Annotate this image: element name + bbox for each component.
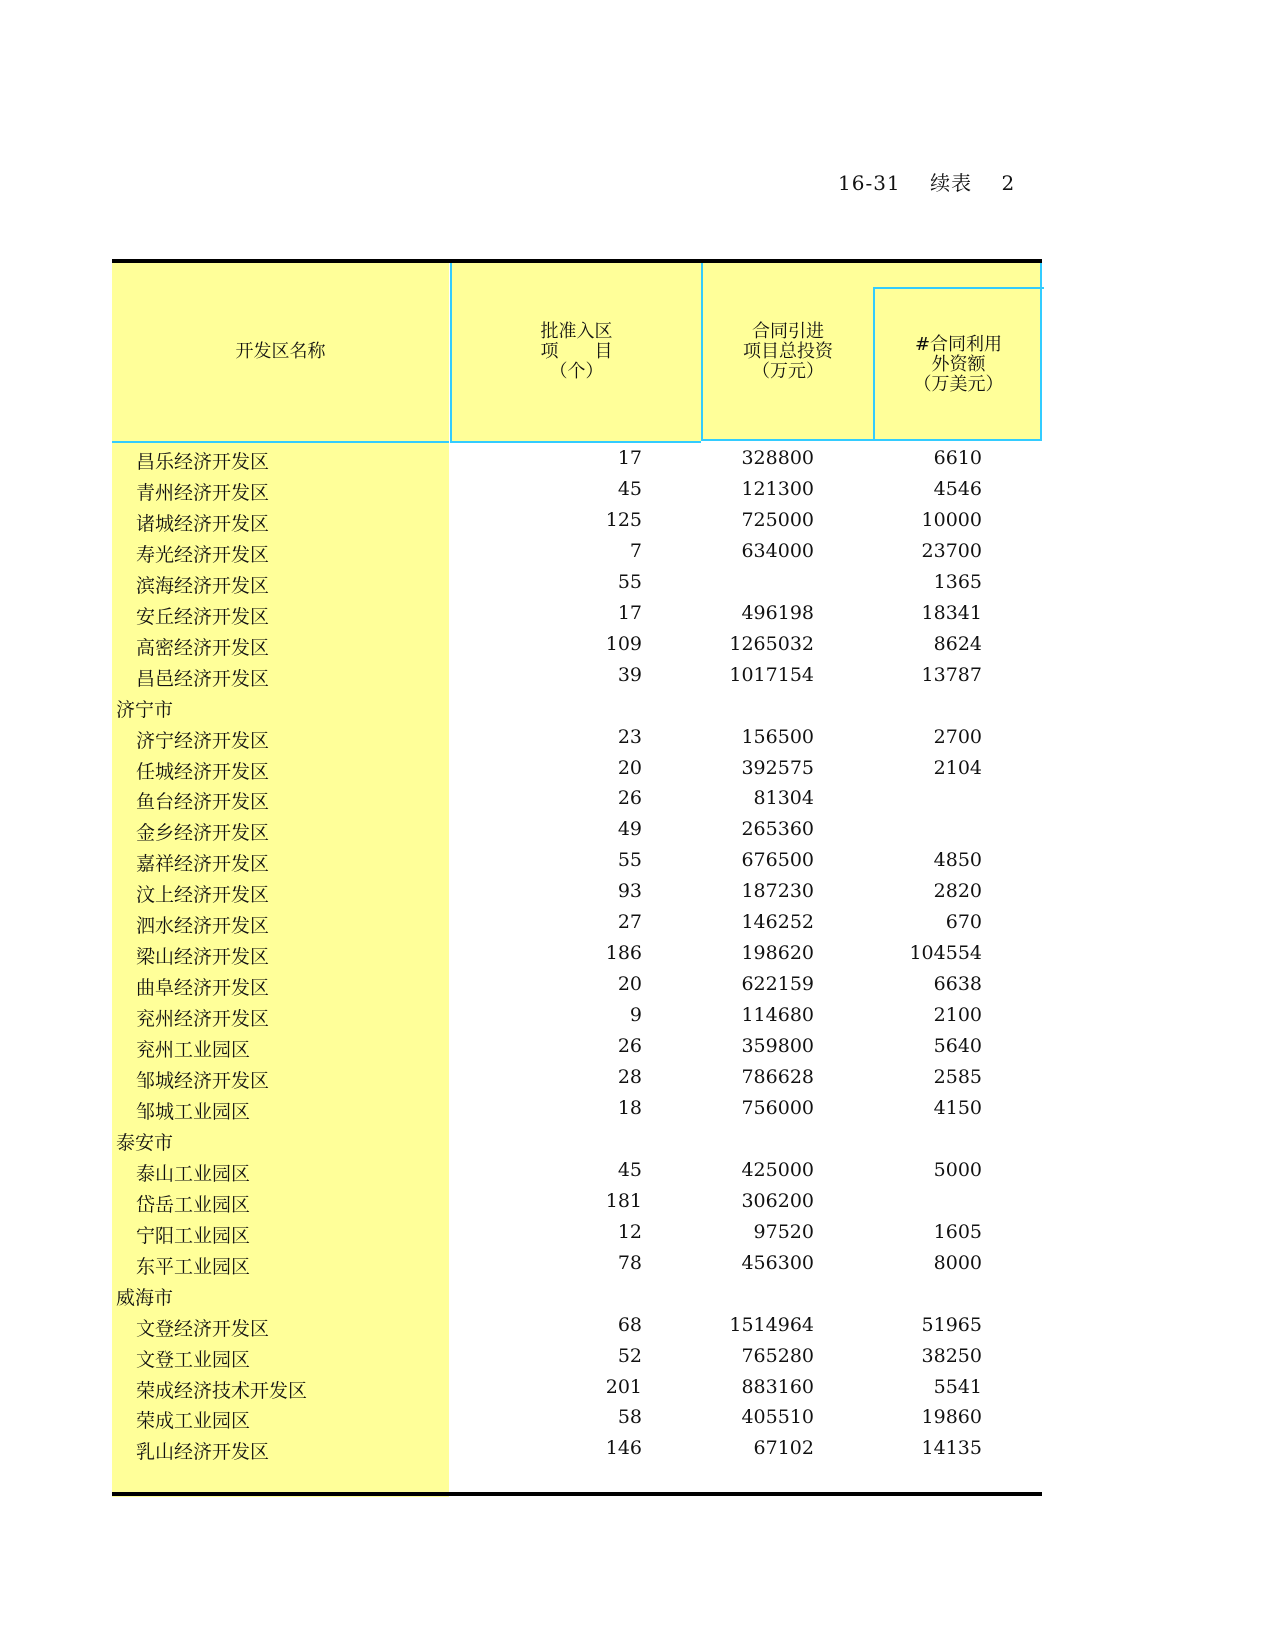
row-investment: 187230: [741, 880, 814, 903]
table-row: [112, 753, 1042, 784]
row-name: 昌邑经济开发区: [136, 667, 270, 690]
row-investment: 328800: [741, 447, 814, 469]
row-foreign: 5000: [933, 1158, 982, 1181]
row-investment: 146252: [741, 911, 814, 934]
row-projects: 201: [605, 1375, 642, 1398]
table-row: [112, 567, 1042, 598]
row-name: 威海市: [116, 1286, 174, 1309]
row-projects: 26: [617, 1035, 642, 1058]
header-projects-line2: 项 目: [540, 341, 613, 362]
row-investment: 634000: [741, 539, 814, 562]
table-row: [112, 1372, 1042, 1403]
table-row: [112, 1310, 1042, 1341]
table-row: [112, 629, 1042, 660]
row-name: 济宁经济开发区: [136, 729, 270, 752]
table-row: [112, 1000, 1042, 1031]
row-investment: 456300: [741, 1251, 814, 1274]
row-projects: 23: [617, 725, 642, 748]
row-projects: 68: [617, 1313, 642, 1336]
row-name: 金乡经济开发区: [136, 822, 270, 845]
row-name: 宁阳工业园区: [136, 1224, 251, 1247]
row-foreign: 18341: [921, 601, 982, 624]
row-name: 文登经济开发区: [136, 1317, 270, 1340]
row-foreign: 1605: [933, 1220, 982, 1243]
header-projects-cell: [450, 263, 701, 443]
table-row: [112, 443, 1042, 474]
row-investment: 725000: [741, 508, 814, 531]
row-foreign: 670: [945, 911, 982, 934]
row-projects: 55: [617, 849, 642, 872]
table-row: [112, 938, 1042, 969]
row-foreign: 8624: [933, 632, 982, 655]
row-foreign: 104554: [909, 942, 982, 965]
row-projects: 49: [617, 818, 642, 841]
bottom-rule: [112, 1492, 1042, 1496]
row-name: 任城经济开发区: [136, 760, 270, 783]
header-investment-line3: （万元）: [752, 361, 824, 382]
row-projects: 27: [617, 911, 642, 934]
row-investment: 306200: [741, 1189, 814, 1212]
row-projects: 146: [605, 1437, 642, 1460]
row-name: 曲阜经济开发区: [136, 977, 270, 1000]
row-investment: 198620: [741, 942, 814, 965]
row-projects: 17: [617, 601, 642, 624]
table-title: 16-31 续表 2: [838, 171, 1016, 195]
row-name: 岱岳工业园区: [136, 1193, 251, 1216]
table-row: [112, 1124, 1042, 1155]
row-name: 青州经济开发区: [136, 481, 270, 504]
header-foreign: [875, 335, 1042, 395]
row-name: 文登工业园区: [136, 1348, 251, 1371]
table-row: [112, 1279, 1042, 1310]
row-foreign: 19860: [921, 1406, 982, 1429]
row-projects: 7: [629, 539, 642, 562]
table-row: [112, 598, 1042, 629]
table-row: [112, 845, 1042, 876]
table-row: [112, 814, 1042, 845]
row-name: 邹城经济开发区: [136, 1070, 270, 1092]
row-name: 泰山工业园区: [136, 1162, 251, 1185]
row-name: 荣成经济技术开发区: [136, 1379, 308, 1402]
header-foreign-cell: [873, 287, 1044, 439]
row-projects: 17: [617, 447, 642, 469]
row-foreign: 2104: [933, 756, 982, 779]
row-investment: 97520: [753, 1220, 814, 1243]
header-projects-line3: （个）: [549, 361, 604, 382]
row-foreign: 8000: [933, 1251, 982, 1274]
row-projects: 52: [617, 1344, 642, 1367]
header-foreign-line1: #合同利用: [914, 334, 1003, 355]
table-row: [112, 1248, 1042, 1279]
table-row: [112, 505, 1042, 536]
row-projects: 45: [617, 477, 642, 500]
row-name: 嘉祥经济开发区: [136, 853, 270, 876]
row-projects: 186: [605, 942, 642, 965]
table-row: [112, 783, 1042, 814]
row-investment: 496198: [741, 601, 814, 624]
row-projects: 20: [617, 973, 642, 996]
row-investment: 156500: [741, 725, 814, 748]
row-investment: 405510: [741, 1406, 814, 1429]
row-name: 乳山经济开发区: [136, 1441, 270, 1464]
row-name: 寿光经济开发区: [136, 543, 270, 566]
row-investment: 1265032: [729, 632, 814, 655]
row-foreign: 6638: [933, 973, 982, 996]
row-projects: 181: [605, 1189, 642, 1212]
row-name: 滨海经济开发区: [136, 574, 270, 597]
row-foreign: 2585: [933, 1066, 982, 1088]
header-investment-line2: 项目总投资: [743, 341, 833, 362]
header-projects: [452, 322, 701, 382]
header-investment-line1: 合同引进: [752, 321, 824, 342]
row-name: 汶上经济开发区: [136, 884, 270, 907]
table-row: [112, 691, 1042, 722]
header-foreign-line3: （万美元）: [913, 374, 1004, 395]
table-row: [112, 1433, 1042, 1464]
row-investment: 67102: [753, 1437, 814, 1460]
table-row: [112, 876, 1042, 907]
header-foreign-line2: 外资额: [931, 354, 986, 375]
row-foreign: 5640: [933, 1035, 982, 1058]
table-row: [112, 907, 1042, 938]
row-foreign: 1365: [933, 570, 982, 593]
table-row: [112, 1402, 1042, 1433]
row-projects: 125: [605, 508, 642, 531]
row-name: 诸城经济开发区: [136, 512, 270, 535]
row-projects: 28: [617, 1066, 642, 1088]
row-foreign: 4150: [933, 1096, 982, 1119]
row-foreign: 2700: [933, 725, 982, 748]
row-foreign: 2100: [933, 1004, 982, 1027]
row-projects: 109: [605, 632, 642, 655]
row-projects: 18: [617, 1096, 642, 1119]
table-row: [112, 969, 1042, 1000]
row-investment: 392575: [741, 756, 814, 779]
row-investment: 359800: [741, 1035, 814, 1058]
row-name: 邹城工业园区: [136, 1100, 251, 1123]
header-name-cell: [112, 263, 449, 443]
row-investment: 786628: [741, 1066, 814, 1088]
row-investment: 756000: [741, 1096, 814, 1119]
row-foreign: 14135: [921, 1437, 982, 1460]
row-projects: 20: [617, 756, 642, 779]
row-investment: 622159: [741, 973, 814, 996]
row-investment: 1514964: [729, 1313, 814, 1336]
row-investment: 765280: [741, 1344, 814, 1367]
row-name: 兖州工业园区: [136, 1039, 251, 1062]
table-row: [112, 474, 1042, 505]
row-foreign: 51965: [921, 1313, 982, 1336]
table-row: [112, 1186, 1042, 1217]
row-projects: 9: [629, 1004, 642, 1027]
row-projects: 78: [617, 1251, 642, 1274]
table-row: [112, 1062, 1042, 1093]
table-row: [112, 1217, 1042, 1248]
table-row: [112, 1155, 1042, 1186]
header-projects-line1: 批准入区: [540, 321, 613, 342]
row-name: 泗水经济开发区: [136, 915, 270, 938]
row-name: 济宁市: [116, 698, 174, 721]
row-foreign: 23700: [921, 539, 982, 562]
row-investment: 114680: [741, 1004, 814, 1027]
row-name: 昌乐经济开发区: [136, 451, 270, 473]
header-investment-cell: [701, 263, 1042, 441]
table-row: [112, 722, 1042, 753]
table-row: [112, 1093, 1042, 1124]
row-name: 东平工业园区: [136, 1255, 251, 1278]
row-investment: 121300: [741, 477, 814, 500]
row-name: 鱼台经济开发区: [136, 791, 270, 814]
row-projects: 39: [617, 663, 642, 686]
row-investment: 883160: [741, 1375, 814, 1398]
row-investment: 1017154: [729, 663, 814, 686]
row-projects: 93: [617, 880, 642, 903]
table-row: [112, 660, 1042, 691]
row-name: 安丘经济开发区: [136, 605, 270, 628]
row-foreign: 4850: [933, 849, 982, 872]
row-investment: 265360: [741, 818, 814, 841]
row-name: 荣成工业园区: [136, 1410, 251, 1433]
row-foreign: 13787: [921, 663, 982, 686]
table-row: [112, 1341, 1042, 1372]
row-investment: 81304: [753, 787, 814, 810]
row-foreign: 38250: [921, 1344, 982, 1367]
row-projects: 26: [617, 787, 642, 810]
row-foreign: 6610: [933, 447, 982, 469]
row-foreign: 4546: [933, 477, 982, 500]
row-projects: 12: [617, 1220, 642, 1243]
row-foreign: 2820: [933, 880, 982, 903]
row-investment: 676500: [741, 849, 814, 872]
header-investment: [703, 322, 873, 382]
row-projects: 45: [617, 1158, 642, 1181]
header-name: 开发区名称: [235, 341, 326, 362]
row-name: 兖州经济开发区: [136, 1008, 270, 1031]
table-row: [112, 1031, 1042, 1062]
row-projects: 58: [617, 1406, 642, 1429]
row-foreign: 10000: [921, 508, 982, 531]
row-investment: 425000: [741, 1158, 814, 1181]
table-row: [112, 536, 1042, 567]
row-foreign: 5541: [933, 1375, 982, 1398]
row-name: 梁山经济开发区: [136, 946, 270, 969]
row-name: 泰安市: [116, 1131, 174, 1154]
row-projects: 55: [617, 570, 642, 593]
row-name: 高密经济开发区: [136, 636, 270, 659]
